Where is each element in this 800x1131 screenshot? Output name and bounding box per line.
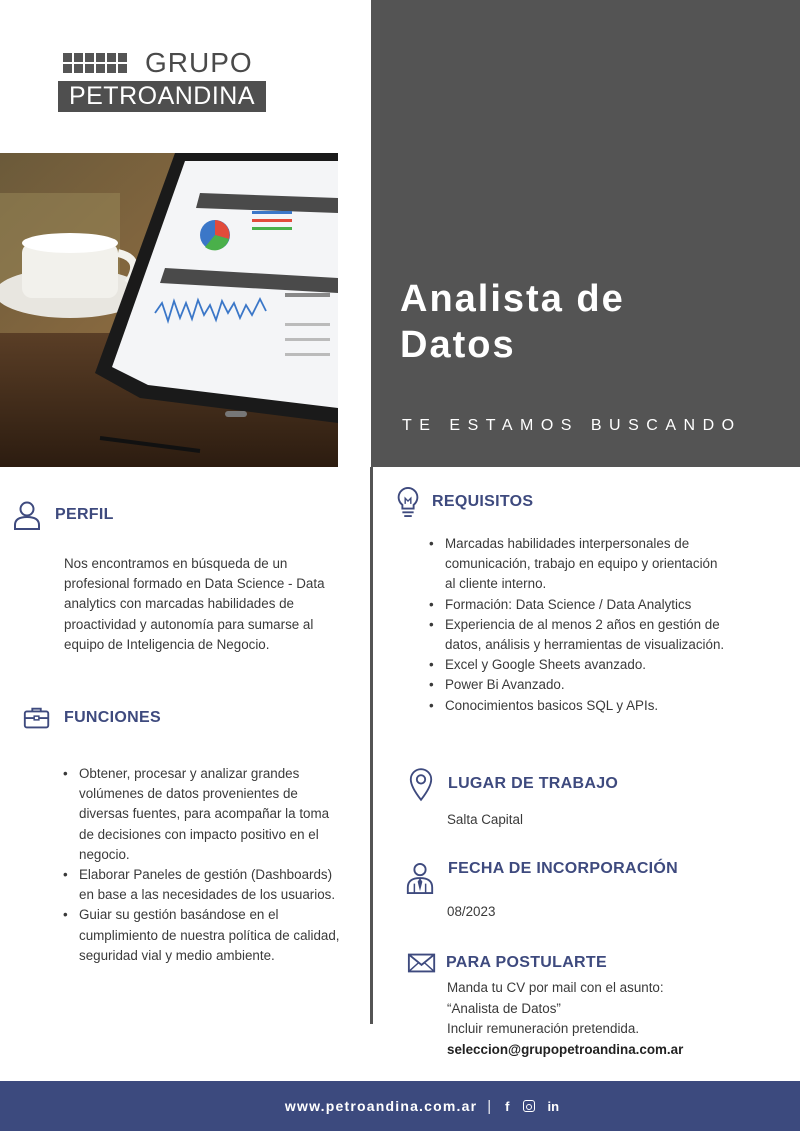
tagline: TE ESTAMOS BUSCANDO bbox=[402, 417, 742, 434]
list-item: • Marcadas habilidades interpersonales de comunicación, trabajo en equipo y orientación al cliente interno. bbox=[429, 534, 729, 595]
postular-line-3: Incluir remuneración pretendida. bbox=[447, 1021, 640, 1036]
instagram-icon[interactable] bbox=[523, 1100, 535, 1112]
funciones-list bbox=[63, 764, 345, 966]
facebook-icon[interactable]: f bbox=[505, 1098, 510, 1114]
company-logo bbox=[58, 47, 266, 112]
fecha-heading bbox=[405, 860, 678, 896]
logo-text-bottom: PETROANDINA bbox=[58, 81, 266, 112]
logo-text-top: GRUPO bbox=[145, 47, 253, 78]
list-item: • Conocimientos basicos SQL y APIs. bbox=[429, 696, 729, 716]
footer-bar bbox=[0, 1081, 800, 1131]
postular-title: PARA POSTULARTE bbox=[446, 954, 607, 971]
list-item: • Guiar su gestión basándose en el cumplimiento de nuestra política de calidad, seguridad vial y medio ambiente. bbox=[63, 905, 345, 966]
column-divider bbox=[370, 467, 373, 1024]
location-pin-icon bbox=[408, 765, 434, 803]
requisitos-title: REQUISITOS bbox=[432, 493, 534, 510]
postular-email-link[interactable]: seleccion@grupopetroandina.com.ar bbox=[447, 1041, 684, 1057]
postular-heading bbox=[407, 951, 607, 975]
person-tie-icon bbox=[405, 860, 435, 896]
footer-separator: | bbox=[487, 1097, 492, 1115]
postular-line-2: “Analista de Datos” bbox=[447, 1000, 561, 1016]
postular-line-1: Manda tu CV por mail con el asunto: bbox=[447, 980, 664, 995]
lugar-heading bbox=[408, 765, 618, 803]
logo-grid-icon bbox=[63, 53, 127, 73]
perfil-text: Nos encontramos en búsqueda de un profesional formado en Data Science - Data analytics con marcadas habilidades de proactividad y autonomía para sumarse al equipo de Inteligencia de Negocio. bbox=[64, 556, 325, 652]
fecha-title: FECHA DE INCORPORACIÓN bbox=[448, 860, 679, 877]
postular-details bbox=[447, 978, 787, 1060]
funciones-heading bbox=[22, 703, 161, 733]
list-item: • Power Bi Avanzado. bbox=[429, 675, 729, 695]
funciones-title: FUNCIONES bbox=[64, 709, 161, 726]
linkedin-icon[interactable]: in bbox=[547, 1098, 560, 1114]
list-item: • Formación: Data Science / Data Analytics bbox=[429, 595, 729, 615]
perfil-heading bbox=[12, 499, 114, 531]
header-dark-panel bbox=[371, 0, 800, 467]
requisitos-heading bbox=[393, 484, 533, 520]
requisitos-list bbox=[429, 534, 729, 716]
tablet-dashboard-photo bbox=[0, 153, 338, 467]
lightbulb-icon bbox=[393, 484, 423, 520]
perfil-title: PERFIL bbox=[55, 506, 114, 523]
user-icon bbox=[12, 499, 44, 531]
list-item: • Elaborar Paneles de gestión (Dashboards) en base a las necesidades de los usuarios. bbox=[63, 865, 345, 905]
fecha-value: 08/2023 bbox=[447, 904, 496, 919]
footer-website-link[interactable]: www.petroandina.com.ar bbox=[284, 1098, 478, 1114]
list-item: • Excel y Google Sheets avanzado. bbox=[429, 655, 729, 675]
envelope-icon bbox=[407, 951, 437, 975]
lugar-title: LUGAR DE TRABAJO bbox=[448, 775, 619, 792]
lugar-value: Salta Capital bbox=[447, 812, 523, 827]
list-item: • Obtener, procesar y analizar grandes volúmenes de datos provenientes de diversas fuentes, para acompañar la toma de decisiones con impacto positivo en el negocio. bbox=[63, 764, 345, 865]
list-item: • Experiencia de al menos 2 años en gestión de datos, análisis y herramientas de visualización. bbox=[429, 615, 729, 655]
job-title: Analista de Datos bbox=[400, 278, 625, 366]
briefcase-icon bbox=[22, 703, 52, 733]
